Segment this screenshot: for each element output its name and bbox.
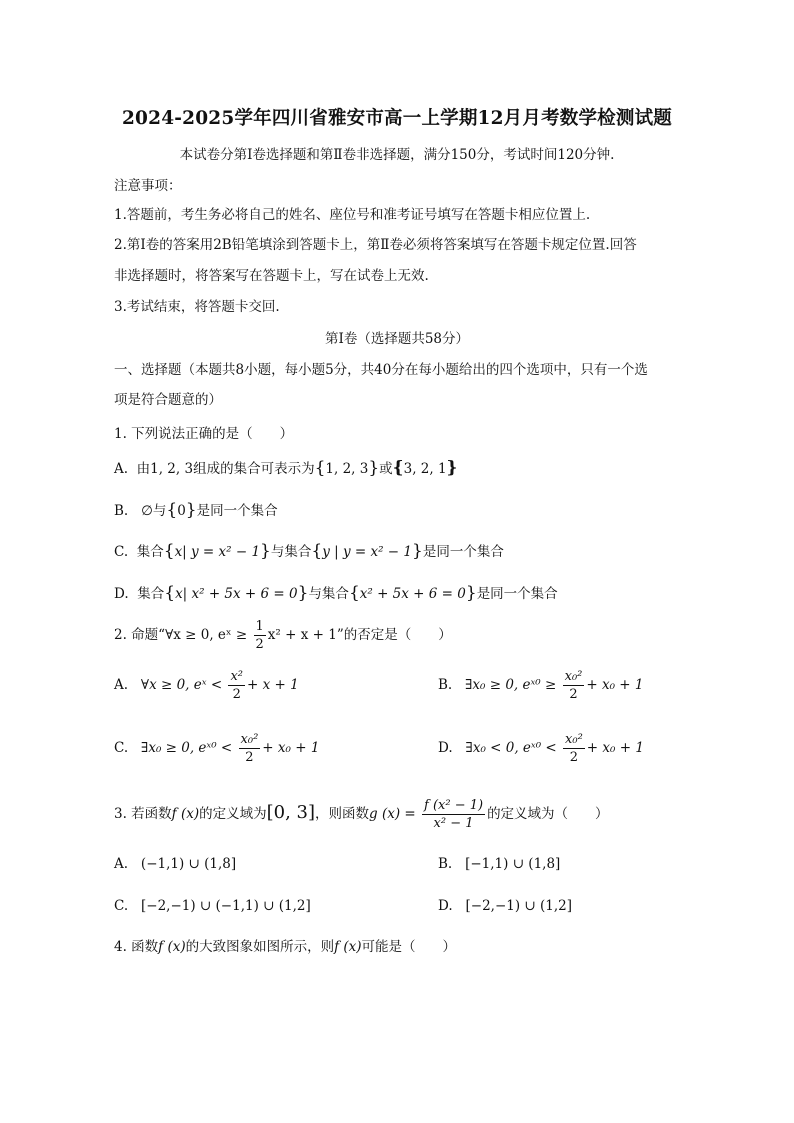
part-heading: 第Ⅰ卷（选择题共58分） — [324, 331, 469, 347]
notice-item-1: 1.答题前，考生务必将自己的姓名、座位号和准考证号填写在答题卡相应位置上. — [114, 207, 591, 223]
math-expr: ∃x₀ ≥ 0, eˣ⁰ < — [141, 740, 233, 756]
q3-stem — [114, 797, 609, 832]
fraction: $\frac{\text{x₀²}}{2}$ — [240, 732, 259, 765]
option-label: D. — [438, 898, 453, 914]
math-expr: + x₀ + 1 — [262, 740, 320, 756]
intro-text: 本试卷分第Ⅰ卷选择题和第Ⅱ卷非选择题，满分150分，考试时间120分钟. — [179, 147, 615, 163]
q3-option-b — [438, 854, 560, 874]
fraction: $\frac{\text{x²}}{2}$ — [230, 669, 243, 702]
math-expr: [−1,1) ∪ (1,8] — [465, 856, 561, 872]
stem-text: 3. 若函数 — [114, 806, 172, 822]
math-expr: f (x) — [334, 939, 362, 955]
q4-stem — [114, 937, 456, 957]
option-label: C. — [114, 740, 129, 756]
q1-option-b: B. ∅与{0}是同一个集合 — [114, 500, 278, 520]
option-label: C. — [114, 898, 129, 914]
option-label: A. — [114, 461, 129, 477]
section-heading-b: 项是符合题意的） — [114, 392, 222, 408]
notice-item-2a: 2.第Ⅰ卷的答案用2B铅笔填涂到答题卡上，第Ⅱ卷必须将答案填写在答题卡规定位置.回答 — [114, 237, 637, 253]
option-text: 集合 — [137, 586, 165, 602]
q3-option-d — [438, 896, 572, 916]
math-expr: x² + 5x + 6 = 0 — [359, 586, 466, 602]
q1-option-c: C. 集合{x| y = x² − 1}与集合{y | y = x² − 1}是同一个集合 — [114, 541, 504, 561]
math-expr: + x₀ + 1 — [586, 740, 644, 756]
option-label: B. — [438, 677, 453, 693]
q1-option-d: D. 集合{x| x² + 5x + 6 = 0}与集合{x² + 5x + 6 = 0}是同一个集合 — [114, 583, 558, 603]
option-text: 与集合 — [270, 544, 312, 560]
q2-option-c — [114, 731, 319, 766]
page-title: 2024-2025学年四川省雅安市高一上学期12月月考数学检测试题 — [121, 108, 672, 129]
option-label: C. — [114, 544, 129, 560]
fraction: $\frac{1}{2}$ — [255, 619, 264, 652]
fraction: $\frac{\text{x₀²}}{2}$ — [564, 669, 583, 702]
math-expr: 1, 2, 3 — [325, 461, 369, 477]
math-expr: [−2,−1) ∪ (1,2] — [465, 898, 573, 914]
math-expr: g (x) = — [369, 806, 416, 822]
option-text: 或 — [379, 461, 393, 477]
math-expr: 1, 2, 3 — [150, 461, 194, 477]
math-expr: ∀x ≥ 0, eˣ < — [140, 677, 223, 693]
q3-option-c — [114, 896, 311, 916]
math-expr: ∅ — [141, 503, 153, 519]
math-expr: x| x² + 5x + 6 = 0 — [175, 586, 298, 602]
q2-option-a — [114, 668, 299, 703]
fraction: $\frac{\text{x₀²}}{2}$ — [565, 732, 583, 765]
notice-item-2b: 非选择题时，将答案写在答题卡上，写在试卷上无效. — [114, 268, 429, 284]
option-label: B. — [114, 503, 129, 519]
option-text: 组成的集合可表示为 — [193, 461, 315, 477]
q3-option-a — [114, 854, 236, 874]
q2-option-b — [438, 668, 644, 703]
math-expr: y | y = x² − 1 — [322, 544, 412, 560]
math-expr: (−1,1) ∪ (1,8] — [140, 856, 237, 872]
option-text: 是同一个集合 — [476, 586, 558, 602]
q2-option-d — [438, 731, 644, 766]
section-heading-a: 一、选择题（本题共8小题，每小题5分，共40分在每小题给出的四个选项中，只有一个选 — [114, 362, 648, 378]
option-label: B. — [438, 856, 453, 872]
math-expr: [−2,−1) ∪ (−1,1) ∪ (1,2] — [141, 898, 311, 914]
math-expr: x| y = x² − 1 — [174, 544, 261, 560]
option-label: A. — [114, 856, 129, 872]
fraction: $\frac{\text{f (x² − 1)}}{\text{x² − 1}}$ — [424, 798, 484, 831]
q1-stem: 1. 下列说法正确的是（ ） — [114, 426, 294, 442]
notice-heading: 注意事项： — [114, 178, 182, 194]
math-expr: f (x) — [158, 939, 186, 955]
math-expr: 0 — [177, 503, 186, 519]
stem-text: 的定义域为 — [199, 806, 267, 822]
math-expr: ∃x₀ ≥ 0, eˣ⁰ ≥ — [465, 677, 557, 693]
notice-item-3: 3.考试结束，将答题卡交回. — [114, 299, 280, 315]
option-label: D. — [114, 586, 129, 602]
option-text: 与集合 — [308, 586, 349, 602]
q2-stem — [114, 618, 452, 653]
stem-text: x² + x + 1”的否定是（ ） — [267, 627, 452, 643]
option-label: A. — [114, 677, 129, 693]
stem-text: 4. 函数 — [114, 939, 159, 955]
stem-text: 的定义域为（ ） — [487, 806, 609, 822]
math-expr: 3, 2, 1 — [403, 461, 447, 477]
math-expr: + x + 1 — [246, 677, 299, 693]
stem-text: 可能是（ ） — [361, 939, 457, 955]
option-text: 集合 — [136, 544, 164, 560]
math-expr: f (x) — [171, 806, 200, 822]
option-text: 是同一个集合 — [422, 544, 504, 560]
option-text: 由 — [136, 461, 151, 477]
math-expr: ∃x₀ < 0, eˣ⁰ < — [465, 740, 557, 756]
option-text: 与 — [152, 503, 167, 519]
math-expr: [0, 3] — [266, 802, 316, 823]
q1-option-a: A. 由1, 2, 3组成的集合可表示为{1, 2, 3}或{3, 2, 1} — [114, 458, 458, 478]
math-expr: + x₀ + 1 — [586, 677, 644, 693]
stem-text: ，则函数 — [315, 806, 370, 822]
option-text: 是同一个集合 — [196, 503, 278, 519]
stem-text: 2. 命题“∀x ≥ 0, eˣ ≥ — [114, 627, 248, 643]
stem-text: 的大致图象如图所示，则 — [185, 939, 335, 955]
option-label: D. — [438, 740, 453, 756]
